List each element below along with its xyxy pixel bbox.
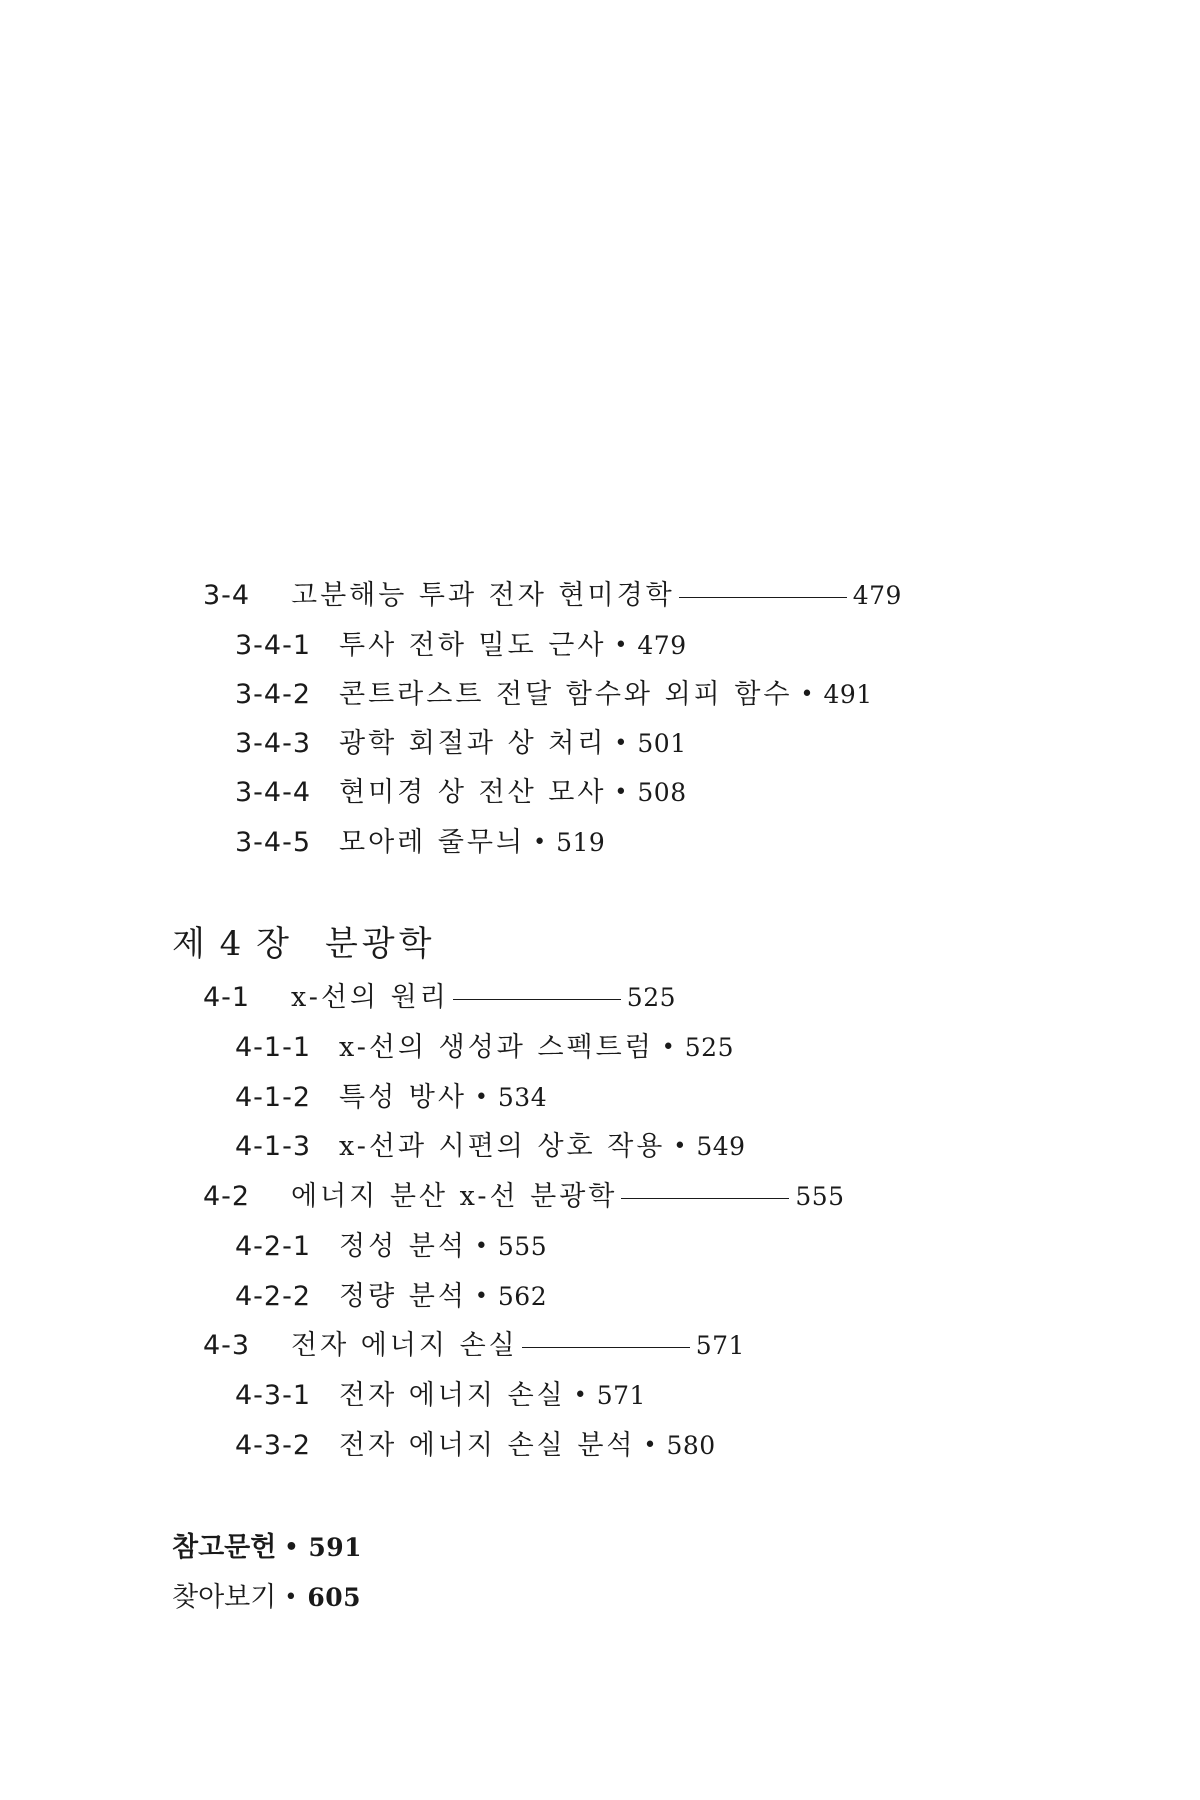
separator-dot: • xyxy=(284,1535,299,1560)
subsection-title: 정량 분석 xyxy=(339,1281,467,1312)
page-number: 525 xyxy=(626,983,677,1012)
subsection-number: 4-1-3 xyxy=(235,1131,312,1162)
section-title: x-선의 원리 xyxy=(291,982,449,1013)
toc-subsection-4-1-1[interactable] xyxy=(235,1030,734,1066)
subsection-title: 모아레 줄무늬 xyxy=(339,827,526,858)
separator-dot: • xyxy=(800,682,814,707)
toc-subsection-4-2-1[interactable] xyxy=(235,1229,547,1265)
subsection-title: 특성 방사 xyxy=(339,1082,467,1113)
page-number: 555 xyxy=(497,1232,548,1261)
separator-dot: • xyxy=(673,1134,687,1159)
separator-dot: • xyxy=(643,1433,657,1458)
toc-subsection-4-1-2[interactable] xyxy=(235,1080,547,1116)
section-number: 4-1 xyxy=(203,982,251,1013)
page-number: 479 xyxy=(637,631,687,660)
toc-section-4-3[interactable] xyxy=(203,1328,745,1364)
section-number: 4-2 xyxy=(203,1181,251,1212)
subsection-number: 3-4-4 xyxy=(235,777,312,808)
subsection-title: 투사 전하 밀도 근사 xyxy=(339,630,607,661)
section-title: 에너지 분산 x-선 분광학 xyxy=(291,1181,618,1212)
subsection-title: 콘트라스트 전달 함수와 외피 함수 xyxy=(339,679,793,710)
separator-dot: • xyxy=(614,780,628,805)
section-title: 고분해능 투과 전자 현미경학 xyxy=(291,580,675,611)
subsection-title: 정성 분석 xyxy=(339,1231,467,1262)
subsection-title: 전자 에너지 손실 분석 xyxy=(339,1430,636,1461)
subsection-number: 4-2-1 xyxy=(235,1231,312,1262)
index-title: 찾아보기 xyxy=(172,1582,277,1613)
toc-subsection-4-1-3[interactable] xyxy=(235,1129,746,1165)
toc-section-4-2[interactable] xyxy=(203,1179,845,1215)
section-number: 4-3 xyxy=(203,1330,251,1361)
separator-dot: • xyxy=(533,830,547,855)
toc-index[interactable] xyxy=(172,1580,361,1616)
leader-line xyxy=(522,1347,690,1348)
toc-subsection-3-4-5[interactable] xyxy=(235,825,605,861)
toc-section-4-1[interactable] xyxy=(203,980,676,1016)
chapter-label: 제 4 장 xyxy=(172,924,291,964)
toc-references[interactable] xyxy=(172,1530,362,1566)
subsection-number: 3-4-5 xyxy=(235,827,312,858)
page-number: 591 xyxy=(308,1533,363,1562)
page-number: 525 xyxy=(684,1033,734,1062)
page-number: 555 xyxy=(795,1182,845,1211)
subsection-title: x-선과 시편의 상호 작용 xyxy=(339,1131,666,1162)
subsection-number: 3-4-2 xyxy=(235,679,312,710)
page-number: 508 xyxy=(637,778,687,807)
separator-dot: • xyxy=(284,1585,298,1610)
subsection-number: 4-3-2 xyxy=(235,1430,312,1461)
page-number: 501 xyxy=(637,729,687,758)
page-number: 479 xyxy=(852,581,902,610)
page-number: 580 xyxy=(666,1431,716,1460)
references-title: 참고문헌 xyxy=(172,1532,277,1563)
page-number: 519 xyxy=(556,828,606,857)
subsection-number: 4-1-1 xyxy=(235,1032,312,1063)
toc-subsection-3-4-1[interactable] xyxy=(235,628,687,664)
separator-dot: • xyxy=(614,731,628,756)
subsection-number: 3-4-3 xyxy=(235,728,312,759)
toc-subsection-4-3-1[interactable] xyxy=(235,1378,646,1414)
toc-subsection-4-2-2[interactable] xyxy=(235,1279,547,1315)
toc-section-3-4[interactable] xyxy=(203,578,902,614)
page-number: 571 xyxy=(695,1331,745,1360)
subsection-number: 4-2-2 xyxy=(235,1281,312,1312)
section-number: 3-4 xyxy=(203,580,251,611)
leader-line xyxy=(453,999,621,1000)
separator-dot: • xyxy=(474,1284,488,1309)
page-number: 549 xyxy=(696,1132,746,1161)
section-title: 전자 에너지 손실 xyxy=(291,1330,518,1361)
page-number: 491 xyxy=(823,680,873,709)
toc-subsection-3-4-3[interactable] xyxy=(235,726,687,762)
page-number: 605 xyxy=(307,1583,361,1612)
separator-dot: • xyxy=(661,1035,675,1060)
subsection-number: 3-4-1 xyxy=(235,630,312,661)
subsection-title: 현미경 상 전산 모사 xyxy=(339,777,607,808)
page-number: 534 xyxy=(497,1083,548,1112)
toc-subsection-3-4-4[interactable] xyxy=(235,775,687,811)
subsection-number: 4-1-2 xyxy=(235,1082,312,1113)
separator-dot: • xyxy=(614,633,628,658)
page-number: 562 xyxy=(497,1282,548,1311)
toc-subsection-4-3-2[interactable] xyxy=(235,1428,716,1464)
subsection-title: 광학 회절과 상 처리 xyxy=(339,728,607,759)
separator-dot: • xyxy=(474,1234,488,1259)
toc-subsection-3-4-2[interactable] xyxy=(235,677,873,713)
chapter-heading[interactable] xyxy=(172,922,435,966)
subsection-title: x-선의 생성과 스펙트럼 xyxy=(339,1032,654,1063)
subsection-title: 전자 에너지 손실 xyxy=(339,1380,566,1411)
separator-dot: • xyxy=(474,1085,488,1110)
separator-dot: • xyxy=(573,1383,587,1408)
leader-line xyxy=(621,1198,789,1199)
subsection-number: 4-3-1 xyxy=(235,1380,312,1411)
page-number: 571 xyxy=(596,1381,646,1410)
chapter-title: 분광학 xyxy=(324,924,436,964)
leader-line xyxy=(679,597,847,598)
